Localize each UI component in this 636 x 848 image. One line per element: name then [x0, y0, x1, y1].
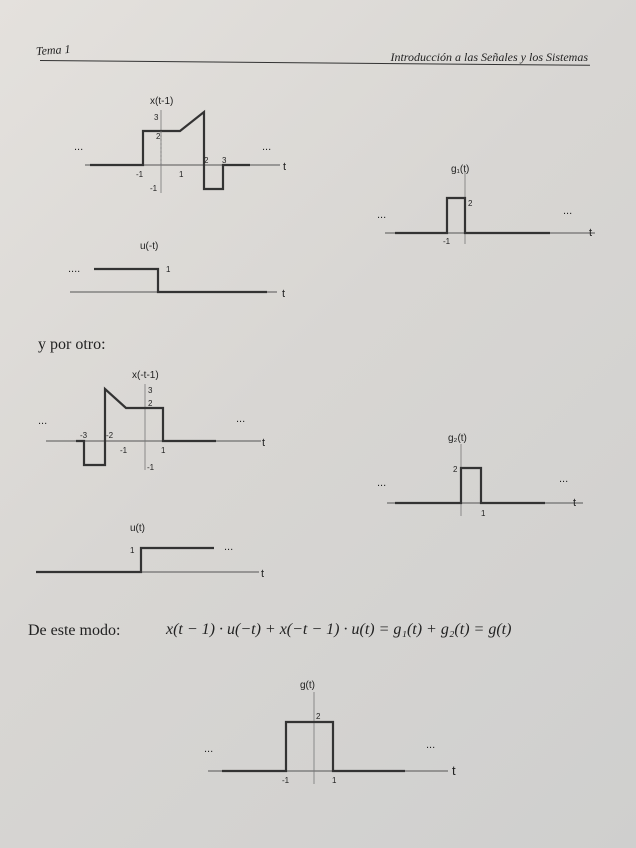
level-m1: -1 [147, 463, 155, 472]
t-label: t [261, 568, 265, 580]
level-3: 3 [148, 386, 153, 395]
signal-curve [36, 548, 214, 572]
plot-title: g₁(t) [451, 164, 470, 175]
ellipsis-right: ... [426, 739, 436, 751]
plot-title: g₂(t) [448, 433, 467, 444]
level-2: 2 [148, 399, 153, 408]
plot-g [200, 672, 480, 792]
plot-title: x(t-1) [150, 96, 174, 107]
t-label: t [282, 288, 286, 300]
signal-curve [222, 722, 405, 771]
main-formula: x(t − 1) · u(−t) + x(−t − 1) · u(t) = g₁(t) + g₂(t) = g(t) [166, 621, 512, 638]
level-1: 1 [130, 546, 135, 555]
level-2: 2 [316, 712, 321, 721]
plot-title: u(-t) [140, 241, 159, 252]
ellipsis-left: .... [68, 263, 81, 275]
ellipsis-right: ... [224, 541, 234, 553]
plot-u-pos [34, 520, 274, 584]
tick-m1: -1 [443, 237, 451, 246]
tick-p1: 1 [332, 776, 337, 785]
t-label: t [283, 161, 287, 173]
ellipsis-left: ... [38, 415, 48, 427]
header-title: Introducción a las Señales y los Sistemas [390, 50, 588, 64]
level-2: 2 [453, 465, 458, 474]
plot-x-shift [70, 90, 300, 200]
level-2: 2 [468, 199, 473, 208]
ellipsis-left: ... [377, 209, 387, 221]
signal-curve [76, 389, 216, 465]
tick-p1: 1 [481, 509, 486, 518]
tick-m2: -2 [106, 431, 114, 440]
plot-g1 [375, 162, 615, 252]
plot-title: x(-t-1) [132, 370, 159, 381]
signal-curve [395, 198, 550, 233]
signal-curve [90, 112, 250, 189]
t-label: t [452, 763, 456, 778]
plot-title: g(t) [300, 680, 315, 691]
tick-p1: 1 [179, 170, 184, 179]
t-label: t [589, 227, 593, 239]
level-m1: -1 [150, 184, 158, 193]
t-label: t [573, 497, 577, 509]
tick-p1: 1 [161, 446, 166, 455]
level-3: 3 [154, 113, 159, 122]
t-label: t [262, 437, 266, 449]
ellipsis-left: ... [204, 743, 214, 755]
plot-u-neg [62, 235, 302, 307]
signal-curve [395, 468, 545, 503]
phrase-y-por-otro: y por otro: [38, 336, 106, 353]
tick-m1: -1 [282, 776, 290, 785]
ellipsis-right: ... [262, 141, 272, 153]
plot-title: u(t) [130, 523, 145, 534]
phrase-de-este-modo: De este modo: [28, 622, 121, 639]
level-2: 2 [156, 132, 161, 141]
tick-p2: 2 [204, 156, 209, 165]
ellipsis-left: ... [74, 141, 84, 153]
level-1: 1 [166, 265, 171, 274]
tick-m3: -3 [80, 431, 88, 440]
plot-g2 [375, 430, 615, 522]
header-chapter: Tema 1 [35, 41, 71, 59]
tick-p3: 3 [222, 156, 227, 165]
tick-m1: -1 [136, 170, 144, 179]
plot-x-refl [36, 366, 276, 480]
ellipsis-right: ... [236, 413, 246, 425]
tick-m1: -1 [120, 446, 128, 455]
ellipsis-right: ... [559, 473, 569, 485]
ellipsis-right: ... [563, 205, 573, 217]
ellipsis-left: ... [377, 477, 387, 489]
signal-curve [94, 269, 267, 292]
